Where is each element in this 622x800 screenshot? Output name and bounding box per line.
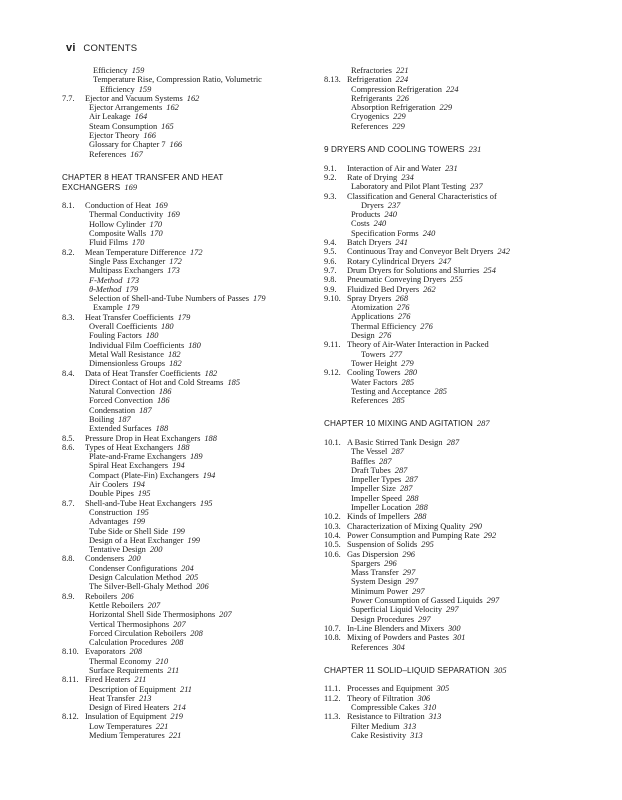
toc-section: 9.7. Drum Dryers for Solutions and Slurries 254 [324,265,496,275]
toc-entry: Tube Side or Shell Side 199 [89,526,185,536]
toc-section: 10.3. Characterization of Mixing Quality 290 [324,521,482,531]
toc-section: 9.3. Classification and General Characteristics of [324,191,497,201]
toc-entry: Thermal Economy 210 [89,656,169,666]
toc-section: 8.2. Mean Temperature Difference 172 [62,247,203,257]
toc-entry: References 304 [351,642,405,652]
toc-entry: Tower Height 279 [351,358,414,368]
toc-column-right [324,66,562,740]
toc-section: 9.2. Rate of Drying 234 [324,172,414,182]
toc-entry: Advantages 199 [89,517,146,527]
toc-entry: Forced Circulation Reboilers 208 [89,628,203,638]
toc-section: 9.9. Fluidized Bed Dryers 262 [324,284,436,294]
toc-entry: Impeller Size 287 [351,484,413,494]
toc-entry: Impeller Speed 288 [351,493,419,503]
toc-entry: Kettle Reboilers 207 [89,600,161,610]
toc-entry: Refrigerants 226 [351,93,409,103]
toc-section: 10.1. A Basic Stirred Tank Design 287 [324,437,460,447]
toc-section: 8.13. Refrigeration 224 [324,75,409,85]
toc-entry: Low Temperatures 221 [89,721,169,731]
toc-section: 9.6. Rotary Cylindrical Dryers 247 [324,256,452,266]
toc-entry: Compact (Plate-Fin) Exchangers 194 [89,470,216,480]
toc-section: 8.1. Conduction of Heat 169 [62,201,168,211]
toc-entry: Fluid Films 170 [89,238,145,248]
toc-section: 8.11. Fired Heaters 211 [62,675,147,685]
toc-entry: Design 276 [351,331,392,341]
toc-entry: Double Pipes 195 [89,489,151,499]
toc-entry: Spargers 296 [351,558,397,568]
toc-entry: Heat Transfer 213 [89,693,152,703]
toc-entry: Glossary for Chapter 7 166 [89,140,183,150]
toc-entry: Specification Forms 240 [351,228,436,238]
toc-entry: Medium Temperatures 221 [89,731,182,741]
toc-entry: Hollow Cylinder 170 [89,219,163,229]
toc-entry: Absorption Refrigeration 229 [351,103,452,113]
toc-entry: Atomization 276 [351,303,410,313]
toc-section: 11.3. Resistance to Filtration 313 [324,712,442,722]
toc-entry: Vertical Thermosiphons 207 [89,619,186,629]
toc-entry: System Design 297 [351,577,419,587]
toc-entry: Draft Tubes 287 [351,465,408,475]
toc-entry: Ejector Theory 166 [89,131,156,141]
toc-section: 8.6. Types of Heat Exchangers 188 [62,442,190,452]
toc-entry: Natural Convection 186 [89,387,172,397]
toc-section: 8.10. Evaporators 208 [62,647,143,657]
toc-entry: Calculation Procedures 208 [89,638,184,648]
toc-entry: Selection of Shell-and-Tube Numbers of Passes 179 [89,294,266,304]
toc-entry: Efficiency 159 [93,66,145,75]
toc-entry: References 229 [351,121,405,131]
toc-entry: Baffles 287 [351,456,392,466]
toc-entry: Description of Equipment 211 [89,684,192,694]
toc-section: 9.11. Theory of Air-Water Interaction in Packed [324,340,489,350]
toc-entry: Condensation 187 [89,405,152,415]
toc-entry: Composite Walls 170 [89,229,163,239]
toc-entry: Mass Transfer 297 [351,568,416,578]
toc-section: 10.2. Kinds of Impellers 288 [324,512,427,522]
toc-entry: Steam Consumption 165 [89,121,174,131]
toc-entry: Cryogenics 229 [351,112,406,122]
toc-entry: Plate-and-Frame Exchangers 189 [89,452,203,462]
toc-entry: Construction 195 [89,507,149,517]
toc-entry: Design Procedures 297 [351,614,431,624]
toc-entry: Cake Resistivity 313 [351,730,423,740]
toc-entry: Air Coolers 194 [89,480,145,490]
toc-entry: Forced Convection 186 [89,396,170,406]
toc-entry: Water Factors 285 [351,377,415,387]
toc-section: 10.7. In-Line Blenders and Mixers 300 [324,623,461,633]
toc-entry: Metal Wall Resistance 182 [89,349,181,359]
toc-entry: Dryers 237 [361,200,401,210]
toc-entry: The Vessel 287 [351,447,404,457]
toc-entry: Towers 277 [361,349,403,359]
chapter-heading: EXCHANGERS 169 [62,182,138,192]
toc-section: 9.8. Pneumatic Conveying Dryers 255 [324,275,463,285]
toc-entry: Applications 276 [351,312,411,322]
toc-entry: Filter Medium 313 [351,721,417,731]
toc-entry: Testing and Acceptance 285 [351,386,447,396]
toc-entry: Horizontal Shell Side Thermosiphons 207 [89,610,232,620]
toc-entry: Power Consumption of Gassed Liquids 297 [351,596,500,606]
chapter-heading: CHAPTER 11 SOLID–LIQUID SEPARATION 305 [324,665,507,675]
toc-entry: Condenser Configurations 204 [89,563,194,573]
page-number: vi [66,42,76,54]
toc-section: 10.5. Suspension of Solids 295 [324,540,434,550]
toc-section: 8.4. Data of Heat Transfer Coefficients 182 [62,368,218,378]
toc-entry: Thermal Efficiency 276 [351,321,433,331]
toc-entry: Compression Refrigeration 224 [351,84,459,94]
chapter-heading: 9 DRYERS AND COOLING TOWERS 231 [324,145,482,155]
toc-entry: F-Method 173 [89,275,140,285]
toc-entry: Example 179 [93,303,140,313]
toc-entry: Laboratory and Pilot Plant Testing 237 [351,182,483,192]
toc-section: 9.4. Batch Dryers 241 [324,238,408,248]
toc-entry: Design of a Heat Exchanger 199 [89,535,200,545]
toc-section: 9.5. Continuous Tray and Conveyor Belt Dryers 242 [324,247,510,257]
toc-entry: Impeller Location 288 [351,503,428,513]
toc-entry: Direct Contact of Hot and Cold Streams 185 [89,377,241,387]
toc-section: 11.2. Theory of Filtration 306 [324,693,431,703]
toc-entry: References 285 [351,396,405,406]
chapter-heading: CHAPTER 10 MIXING AND AGITATION 287 [324,419,490,429]
toc-section: 10.4. Power Consumption and Pumping Rate 292 [324,530,497,540]
toc-entry: Extended Surfaces 188 [89,424,169,434]
toc-entry: Individual Film Coefficients 180 [89,340,201,350]
toc-section: 9.1. Interaction of Air and Water 231 [324,163,458,173]
toc-entry: Thermal Conductivity 169 [89,210,180,220]
toc-entry: Spiral Heat Exchangers 194 [89,461,185,471]
page-title: CONTENTS [83,43,138,54]
toc-entry: Temperature Rise, Compression Ratio, Volumetric [93,75,262,85]
toc-section: 10.6. Gas Dispersion 296 [324,549,415,559]
toc-section: 9.10. Spray Dryers 268 [324,293,408,303]
toc-entry: Fouling Factors 180 [89,331,159,341]
toc-entry: Compressible Cakes 310 [351,703,437,712]
toc-entry: Superficial Liquid Velocity 297 [351,605,459,615]
toc-section: 8.5. Pressure Drop in Heat Exchangers 188 [62,433,217,443]
toc-entry: Efficiency 159 [100,84,152,94]
toc-entry: Products 240 [351,210,397,220]
toc-section: 8.9. Reboilers 206 [62,591,134,601]
toc-entry: Refractories 221 [351,66,409,75]
toc-section: 8.12. Insulation of Equipment 219 [62,712,183,722]
toc-entry: The Silver-Bell-Ghaly Method 206 [89,582,209,592]
toc-section: 7.7. Ejector and Vacuum Systems 162 [62,93,200,103]
toc-entry: Impeller Types 287 [351,475,418,485]
toc-section: 8.3. Heat Transfer Coefficients 179 [62,312,191,322]
toc-entry: Boiling 187 [89,414,131,424]
toc-section: 8.8. Condensers 200 [62,554,141,564]
toc-column-left [62,66,324,740]
toc-entry: Ejector Arrangements 162 [89,103,179,113]
running-head [66,44,137,53]
toc-entry: References 167 [89,149,143,159]
toc-section: 11.1. Processes and Equipment 305 [324,684,450,694]
toc-entry: Surface Requirements 211 [89,666,180,675]
toc-entry: θ-Method 179 [89,284,139,294]
toc-entry: Tentative Design 200 [89,545,163,555]
toc-section: 10.8. Mixing of Powders and Pastes 301 [324,633,466,643]
toc-entry: Air Leakage 164 [89,112,148,122]
toc-section: 8.7. Shell-and-Tube Heat Exchangers 195 [62,498,213,508]
toc-entry: Multipass Exchangers 173 [89,266,180,276]
toc-section: 9.12. Cooling Towers 280 [324,368,418,378]
toc-entry: Dimensionless Groups 182 [89,359,182,369]
toc-entry: Minimum Power 297 [351,586,425,596]
toc-entry: Design of Fired Heaters 214 [89,703,186,713]
toc-entry: Overall Coefficients 180 [89,322,174,332]
chapter-heading: CHAPTER 8 HEAT TRANSFER AND HEAT [62,172,224,182]
toc-entry: Single Pass Exchanger 172 [89,256,182,266]
toc-entry: Design Calculation Method 205 [89,573,199,583]
toc-entry: Costs 240 [351,219,387,229]
